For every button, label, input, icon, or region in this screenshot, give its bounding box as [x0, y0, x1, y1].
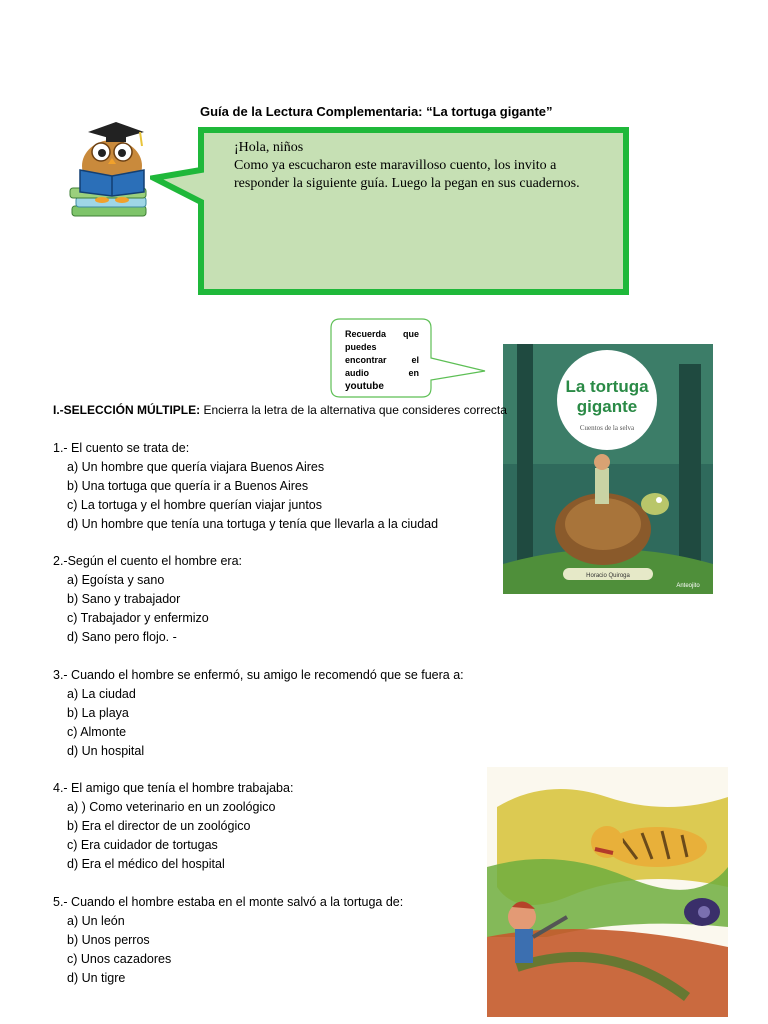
answer-option[interactable]: d) Era el médico del hospital: [67, 857, 225, 871]
callout-word: el: [411, 355, 419, 365]
section-label: I.-SELECCIÓN MÚLTIPLE:: [53, 403, 201, 417]
tiger-illustration-image: [487, 767, 728, 1017]
speech-bubble-text: [234, 139, 624, 193]
callout-word: audio: [345, 368, 369, 378]
greeting: ¡Hola, niños: [234, 140, 304, 155]
cover-title-line2: gigante: [576, 397, 638, 416]
question-5: [53, 893, 403, 988]
callout-word: que: [402, 329, 419, 339]
answer-option[interactable]: d) Un tigre: [67, 971, 126, 985]
answer-option[interactable]: a) Un hombre que quería viajara Buenos Aires: [67, 460, 325, 474]
callout-word: en: [408, 368, 419, 378]
section-instruction: Encierra la letra de la alternativa que consideres correcta: [200, 403, 507, 417]
answer-option[interactable]: c) Era cuidador de tortugas: [67, 838, 218, 852]
answer-option[interactable]: b) Sano y trabajador: [67, 592, 181, 606]
question-text: 1.- El cuento se trata de:: [53, 441, 190, 455]
answer-option[interactable]: b) Unos perros: [67, 933, 150, 947]
intro-line-2: responder la siguiente guía. Luego la pegan en sus cuadernos.: [234, 176, 580, 191]
answer-option[interactable]: a) La ciudad: [67, 687, 136, 701]
question-text: 5.- Cuando el hombre estaba en el monte salvó a la tortuga de:: [53, 895, 404, 909]
answer-option[interactable]: d) Un hombre que tenía una tortuga y tenía que llevarla a la ciudad: [67, 517, 439, 531]
answer-option[interactable]: b) La playa: [67, 706, 129, 720]
answer-option[interactable]: a) Un león: [67, 914, 125, 928]
question-text: 2.-Según el cuento el hombre era:: [53, 554, 243, 568]
question-1: [53, 439, 438, 534]
question-text: 4.- El amigo que tenía el hombre trabajaba:: [53, 781, 294, 795]
answer-option[interactable]: c) La tortuga y el hombre querían viajar juntos: [67, 498, 322, 512]
book-cover-image: [503, 344, 713, 594]
callout-text: [345, 328, 419, 393]
answer-option[interactable]: d) Un hospital: [67, 744, 145, 758]
answer-option[interactable]: a) Egoísta y sano: [67, 573, 165, 587]
answer-option[interactable]: a) ) Como veterinario en un zoológico: [67, 800, 276, 814]
intro-line-1: Como ya escucharon este maravilloso cuento, los invito a: [234, 158, 557, 173]
cover-subtitle: Cuentos de la selva: [579, 424, 635, 432]
section-heading: [53, 403, 507, 417]
callout-word: Recuerda: [345, 329, 387, 339]
answer-option[interactable]: c) Trabajador y enfermizo: [67, 611, 209, 625]
cover-title-line1: La tortuga: [565, 377, 649, 396]
answer-option[interactable]: d) Sano pero flojo. -: [67, 630, 177, 644]
answer-option[interactable]: c) Almonte: [67, 725, 127, 739]
callout-word: puedes: [345, 342, 377, 352]
answer-option[interactable]: b) Era el director de un zoológico: [67, 819, 251, 833]
question-text: 3.- Cuando el hombre se enfermó, su amigo le recomendó que se fuera a:: [53, 668, 464, 682]
answer-option[interactable]: b) Una tortuga que quería ir a Buenos Aires: [67, 479, 309, 493]
question-2: [53, 552, 242, 647]
callout-word: encontrar: [345, 355, 387, 365]
cover-publisher: Anteojito: [676, 583, 700, 589]
answer-option[interactable]: c) Unos cazadores: [67, 952, 172, 966]
owl-reading-icon: [66, 118, 160, 230]
question-3: [53, 666, 464, 761]
question-4: [53, 779, 293, 874]
cover-author: Horacio Quiroga: [586, 573, 630, 579]
callout-word: youtube: [345, 381, 384, 392]
page-title: Guía de la Lectura Complementaria: “La tortuga gigante”: [200, 104, 553, 119]
